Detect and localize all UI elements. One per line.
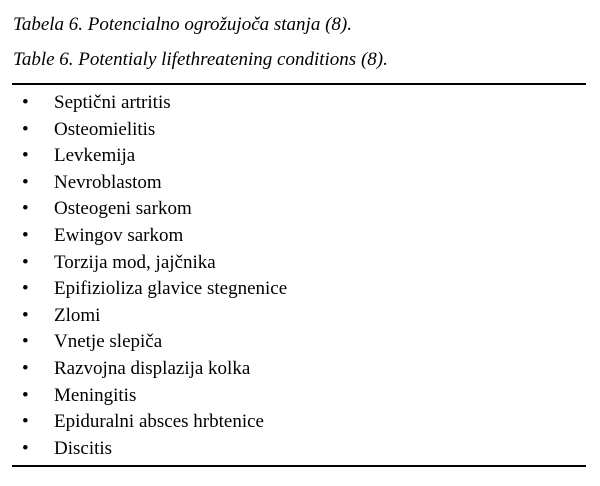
list-item <box>0 252 600 279</box>
list-item <box>0 198 600 225</box>
list-item-text: Vnetje slepiča <box>54 331 163 353</box>
bullet-icon: • <box>22 224 29 246</box>
bullet-icon: • <box>22 357 29 379</box>
list-item <box>0 172 600 199</box>
list-item <box>0 305 600 332</box>
list-item-text: Epiduralni absces hrbtenice <box>54 411 264 433</box>
list-item-text: Razvojna displazija kolka <box>54 357 251 379</box>
list-item <box>0 278 600 305</box>
bullet-icon: • <box>22 278 29 300</box>
bullet-icon: • <box>22 145 29 167</box>
list-item <box>0 119 600 146</box>
list-item <box>0 411 600 438</box>
list-item-text: Nevroblastom <box>54 171 162 193</box>
bullet-icon: • <box>22 251 29 273</box>
bullet-icon: • <box>22 118 29 140</box>
list-item-text: Torzija mod, jajčnika <box>54 251 216 273</box>
table-top-rule <box>12 83 586 85</box>
list-item-text: Osteomielitis <box>54 118 156 140</box>
table-bottom-rule <box>12 465 586 467</box>
bullet-icon: • <box>22 411 29 433</box>
bullet-icon: • <box>22 92 29 113</box>
table-caption-english: Table 6. Potentialy lifethreatening conditions (8). <box>13 49 388 70</box>
bullet-icon: • <box>22 171 29 193</box>
list-item-text: Discitis <box>54 437 113 459</box>
bullet-icon: • <box>22 384 29 406</box>
list-item-text: Zlomi <box>54 304 101 326</box>
bullet-icon: • <box>22 198 29 220</box>
list-item <box>0 331 600 358</box>
table-caption-slovenian: Tabela 6. Potencialno ogrožujoča stanja (8). <box>13 14 352 35</box>
list-item <box>0 358 600 385</box>
list-item-text: Osteogeni sarkom <box>54 198 192 220</box>
bullet-icon: • <box>22 331 29 353</box>
list-item-text: Ewingov sarkom <box>54 224 184 246</box>
list-item-text: Epifizioliza glavice stegnenice <box>54 278 288 300</box>
list-item-text: Levkemija <box>54 145 136 167</box>
list-item <box>0 145 600 172</box>
list-item <box>0 385 600 412</box>
bullet-icon: • <box>22 437 29 459</box>
list-item <box>0 92 600 119</box>
list-item <box>0 225 600 252</box>
list-item <box>0 438 600 465</box>
conditions-list <box>0 92 600 464</box>
list-item-text: Meningitis <box>54 384 137 406</box>
bullet-icon: • <box>22 304 29 326</box>
list-item-text: Septični artritis <box>54 92 171 113</box>
